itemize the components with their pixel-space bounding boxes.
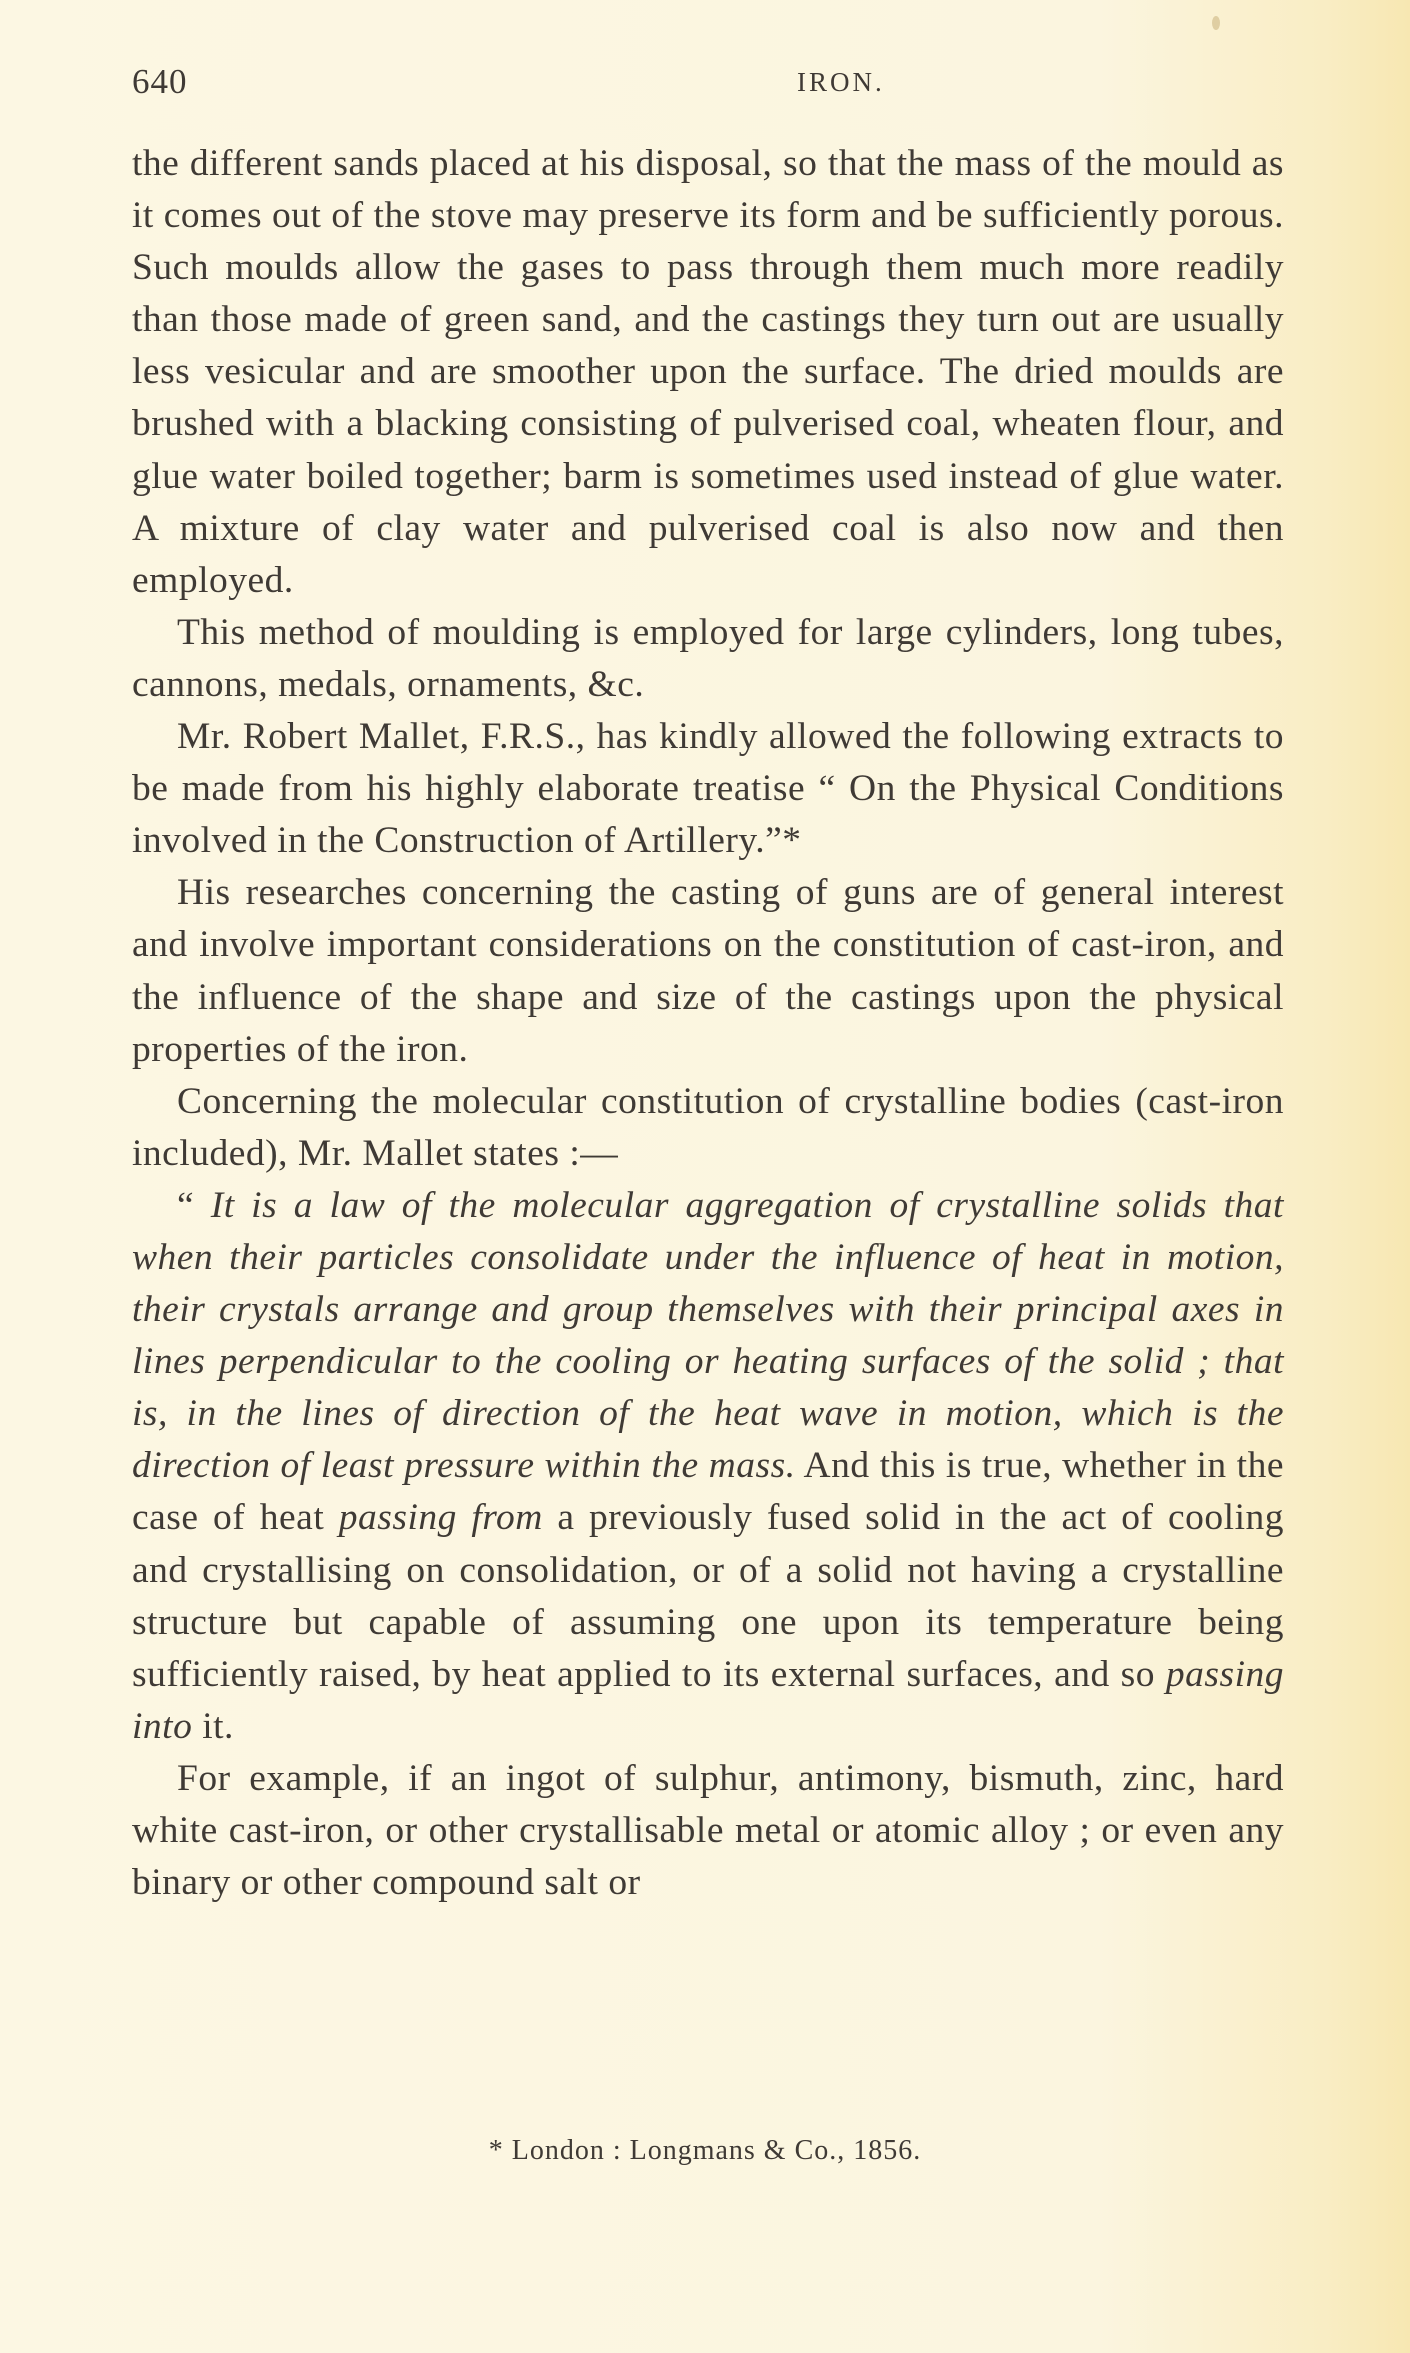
text-run: This method of moulding is employed for large cylinders, long tubes, cannons, medals, ornaments, &c. bbox=[132, 611, 1284, 705]
paragraph bbox=[132, 1753, 1284, 1909]
text-run: His researches concerning the casting of guns are of general interest and involve important considerations on the constitution of cast-iron, and the influence of the shape and size of the castings upon the physical properties of the iron. bbox=[132, 872, 1284, 1070]
text-run: Mr. Robert Mallet, F.R.S., has kindly allowed the following extracts to be made from his highly elaborate treatise “ On the Physical Conditions involved in the Construction of Artillery.”* bbox=[132, 716, 1284, 862]
text-run: Concerning the molecular constitution of crystalline bodies (cast-iron included), Mr. Mallet states :— bbox=[132, 1080, 1284, 1174]
page-header bbox=[132, 62, 1280, 112]
italic-text-run: It is a law of the molecular aggregation of crystalline solids that when their particles consolidate under the influence of heat in motion, their crystals arrange and group themselves with their principal axes in lines perpendicular to the cooling or heating surfaces of the solid ; that is, in the lines of direction of the heat wave in motion, which is the direction of least pressure within the mass. bbox=[132, 1184, 1284, 1487]
text-run: And this is true, whether in the case of heat bbox=[132, 1445, 1284, 1539]
running-head: IRON. bbox=[797, 67, 885, 97]
paragraph bbox=[132, 138, 1284, 607]
quotation-paragraph bbox=[132, 1180, 1284, 1753]
text-run: a previously fused solid in the act of cooling and crystallising on consolidation, or of a solid not having a crystalline structure but capable of assuming one upon its temperature being sufficiently raised, by heat applied to its external surfaces, and so bbox=[132, 1497, 1284, 1695]
text-run: “ bbox=[177, 1184, 211, 1226]
footnote: * London : Longmans & Co., 1856. bbox=[488, 2135, 922, 2166]
text-run: it. bbox=[192, 1705, 234, 1747]
italic-text-run: passing into bbox=[132, 1653, 1284, 1747]
page-number: 640 bbox=[132, 62, 188, 101]
paper-speck bbox=[1212, 16, 1220, 30]
paragraph bbox=[132, 711, 1284, 867]
text-run: the different sands placed at his disposal, so that the mass of the mould as it comes out of the stove may preserve its form and be sufficiently porous. Such moulds allow the gases to pass through them much more readily than those made of green sand, and the castings they turn out are usually less vesicular and are smoother upon the surface. The dried moulds are brushed with a blacking consisting of pulverised coal, wheaten flour, and glue water boiled together; barm is sometimes used instead of glue water. A mixture of clay water and pulverised coal is also now and then employed. bbox=[132, 143, 1284, 601]
paragraph bbox=[132, 607, 1284, 711]
paragraph bbox=[132, 867, 1284, 1075]
paragraph bbox=[132, 1076, 1284, 1180]
text-run: For example, if an ingot of sulphur, antimony, bismuth, zinc, hard white cast-iron, or other crystallisable metal or atomic alloy ; or even any binary or other compound salt or bbox=[132, 1757, 1284, 1904]
body-text bbox=[132, 138, 1284, 1909]
italic-text-run: passing from bbox=[338, 1497, 543, 1539]
